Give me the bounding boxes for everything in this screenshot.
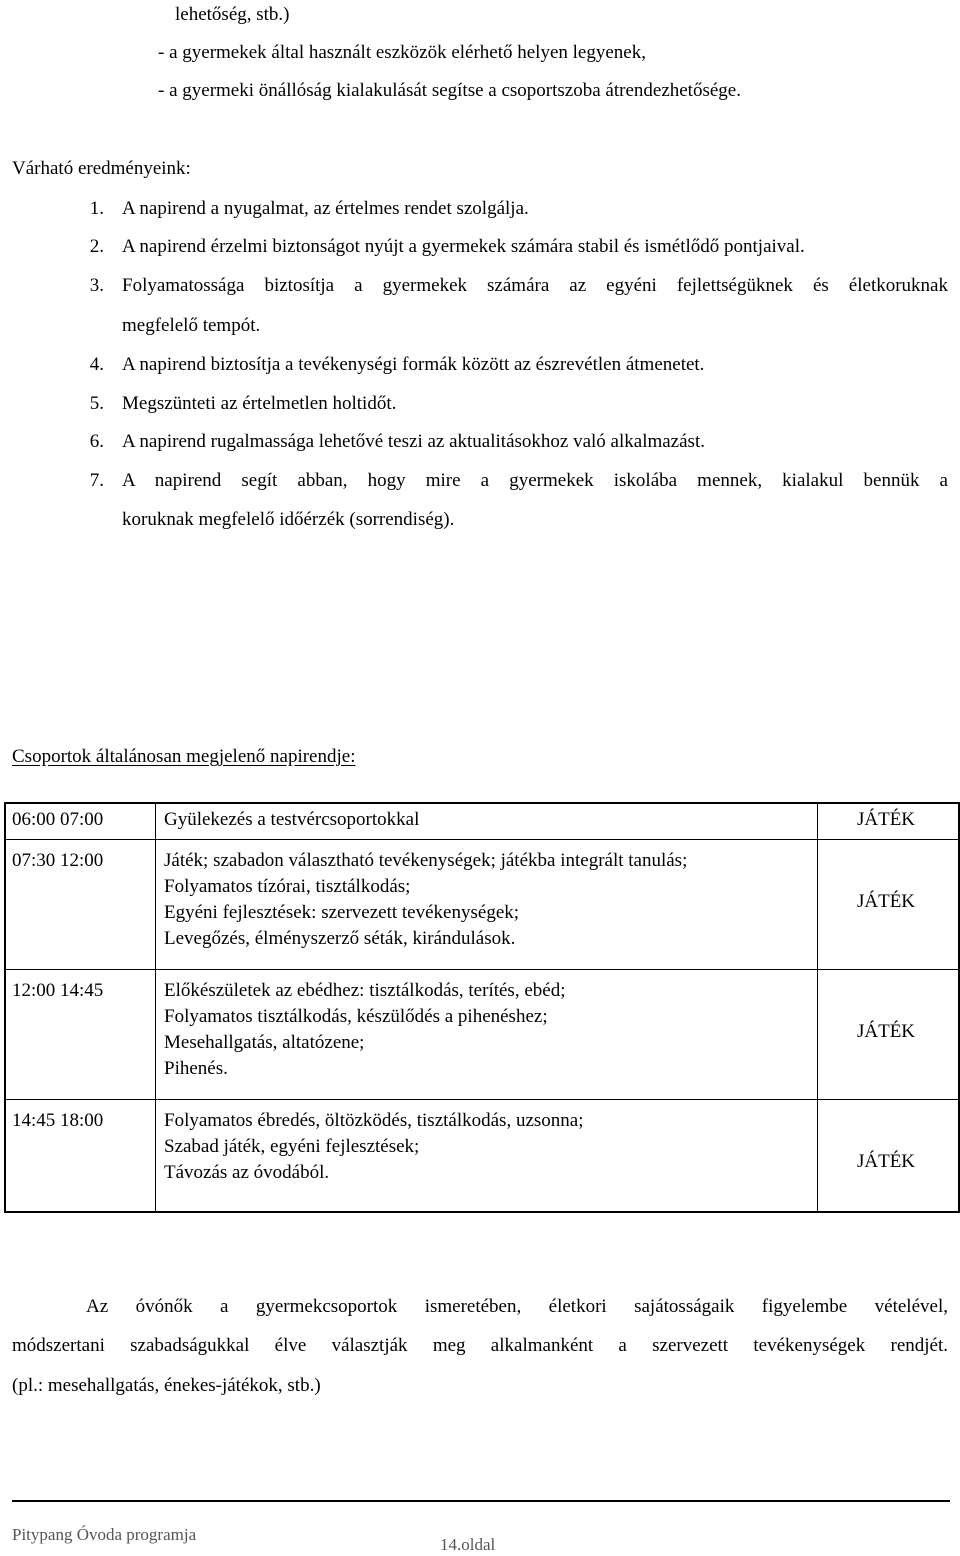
table-row <box>4 1099 960 1211</box>
list-item: A napirend érzelmi biztonságot nyújt a gyermekek számára stabil és ismétlődő pontjaival. <box>122 236 805 257</box>
list-number: 3. <box>89 275 104 296</box>
activity-type-label: JÁTÉK <box>856 1151 916 1172</box>
activity-line: Távozás az óvodából. <box>164 1162 330 1183</box>
time-range: 14:45 18:00 <box>12 1110 104 1131</box>
list-number: 4. <box>89 354 104 375</box>
list-item-continuation: koruknak megfelelő időérzék (sorrendiség). <box>122 509 455 530</box>
table-row <box>4 969 960 1099</box>
list-item-continuation: megfelelő tempót. <box>122 315 261 336</box>
closing-paragraph-line: (pl.: mesehallgatás, énekes-játékok, stb.) <box>12 1375 321 1396</box>
page-number: 14.oldal <box>440 1535 496 1554</box>
activity-line: Szabad játék, egyéni fejlesztések; <box>164 1136 420 1157</box>
list-item: Megszünteti az értelmetlen holtidőt. <box>122 393 397 414</box>
closing-paragraph-line: Az óvónők a gyermekcsoportok ismeretében, életkori sajátosságaik figyelembe vételével, <box>86 1296 948 1317</box>
activity-list <box>164 978 565 1082</box>
table-row <box>4 802 960 839</box>
list-item: A napirend segít abban, hogy mire a gyermekek iskolába mennek, kialakul bennük a <box>122 470 948 491</box>
list-number: 2. <box>89 236 104 257</box>
intro-line: lehetőség, stb.) <box>175 4 290 25</box>
activity-line: Mesehallgatás, altatózene; <box>164 1032 365 1053</box>
list-number: 5. <box>89 393 104 414</box>
activity-line: Előkészületek az ebédhez: tisztálkodás, terítés, ebéd; <box>164 980 566 1001</box>
activity-line: Folyamatos tisztálkodás, készülődés a pihenéshez; <box>164 1006 548 1027</box>
activity-type-label: JÁTÉK <box>856 1021 916 1042</box>
footer-divider <box>12 1500 950 1502</box>
table-row <box>4 839 960 969</box>
activity-line: Levegőzés, élményszerző séták, kirándulások. <box>164 928 516 949</box>
activity-line: Egyéni fejlesztések: szervezett tevékenységek; <box>164 902 520 923</box>
activity-type-label: JÁTÉK <box>856 809 916 830</box>
list-number: 6. <box>89 431 104 452</box>
schedule-heading: Csoportok általánosan megjelenő napirendje: <box>12 746 356 767</box>
list-item: A napirend rugalmassága lehetővé teszi az aktualitásokhoz való alkalmazást. <box>122 431 705 452</box>
list-item: A napirend a nyugalmat, az értelmes rendet szolgálja. <box>122 198 529 219</box>
footer-program-name: Pitypang Óvoda programja <box>12 1525 197 1544</box>
time-range: 12:00 14:45 <box>12 980 104 1001</box>
schedule-table <box>4 802 958 1211</box>
bullet-item: - a gyermekek által használt eszközök elérhető helyen legyenek, <box>158 42 646 63</box>
activity-list <box>164 807 419 833</box>
activity-line: Folyamatos ébredés, öltözködés, tisztálkodás, uzsonna; <box>164 1110 584 1131</box>
results-heading: Várható eredményeink: <box>12 158 191 179</box>
activity-type-label: JÁTÉK <box>856 891 916 912</box>
activity-line: Folyamatos tízórai, tisztálkodás; <box>164 876 411 897</box>
time-range: 07:30 12:00 <box>12 850 104 871</box>
activity-list <box>164 848 687 952</box>
closing-paragraph-line: módszertani szabadságukkal élve választják meg alkalmanként a szervezett tevékenységek rendjét. <box>12 1335 948 1356</box>
activity-line: Játék; szabadon választható tevékenységek; játékba integrált tanulás; <box>164 850 688 871</box>
time-range: 06:00 07:00 <box>12 809 104 830</box>
list-number: 1. <box>89 198 104 219</box>
list-number: 7. <box>89 470 104 491</box>
list-item: A napirend biztosítja a tevékenységi formák között az észrevétlen átmenetet. <box>122 354 705 375</box>
activity-line: Gyülekezés a testvércsoportokkal <box>164 809 420 830</box>
list-item: Folyamatossága biztosítja a gyermekek számára az egyéni fejlettségüknek és életkoruknak <box>122 275 948 296</box>
activity-line: Pihenés. <box>164 1058 228 1079</box>
activity-list <box>164 1108 584 1186</box>
bullet-item: - a gyermeki önállóság kialakulását segítse a csoportszoba átrendezhetősége. <box>158 80 741 101</box>
